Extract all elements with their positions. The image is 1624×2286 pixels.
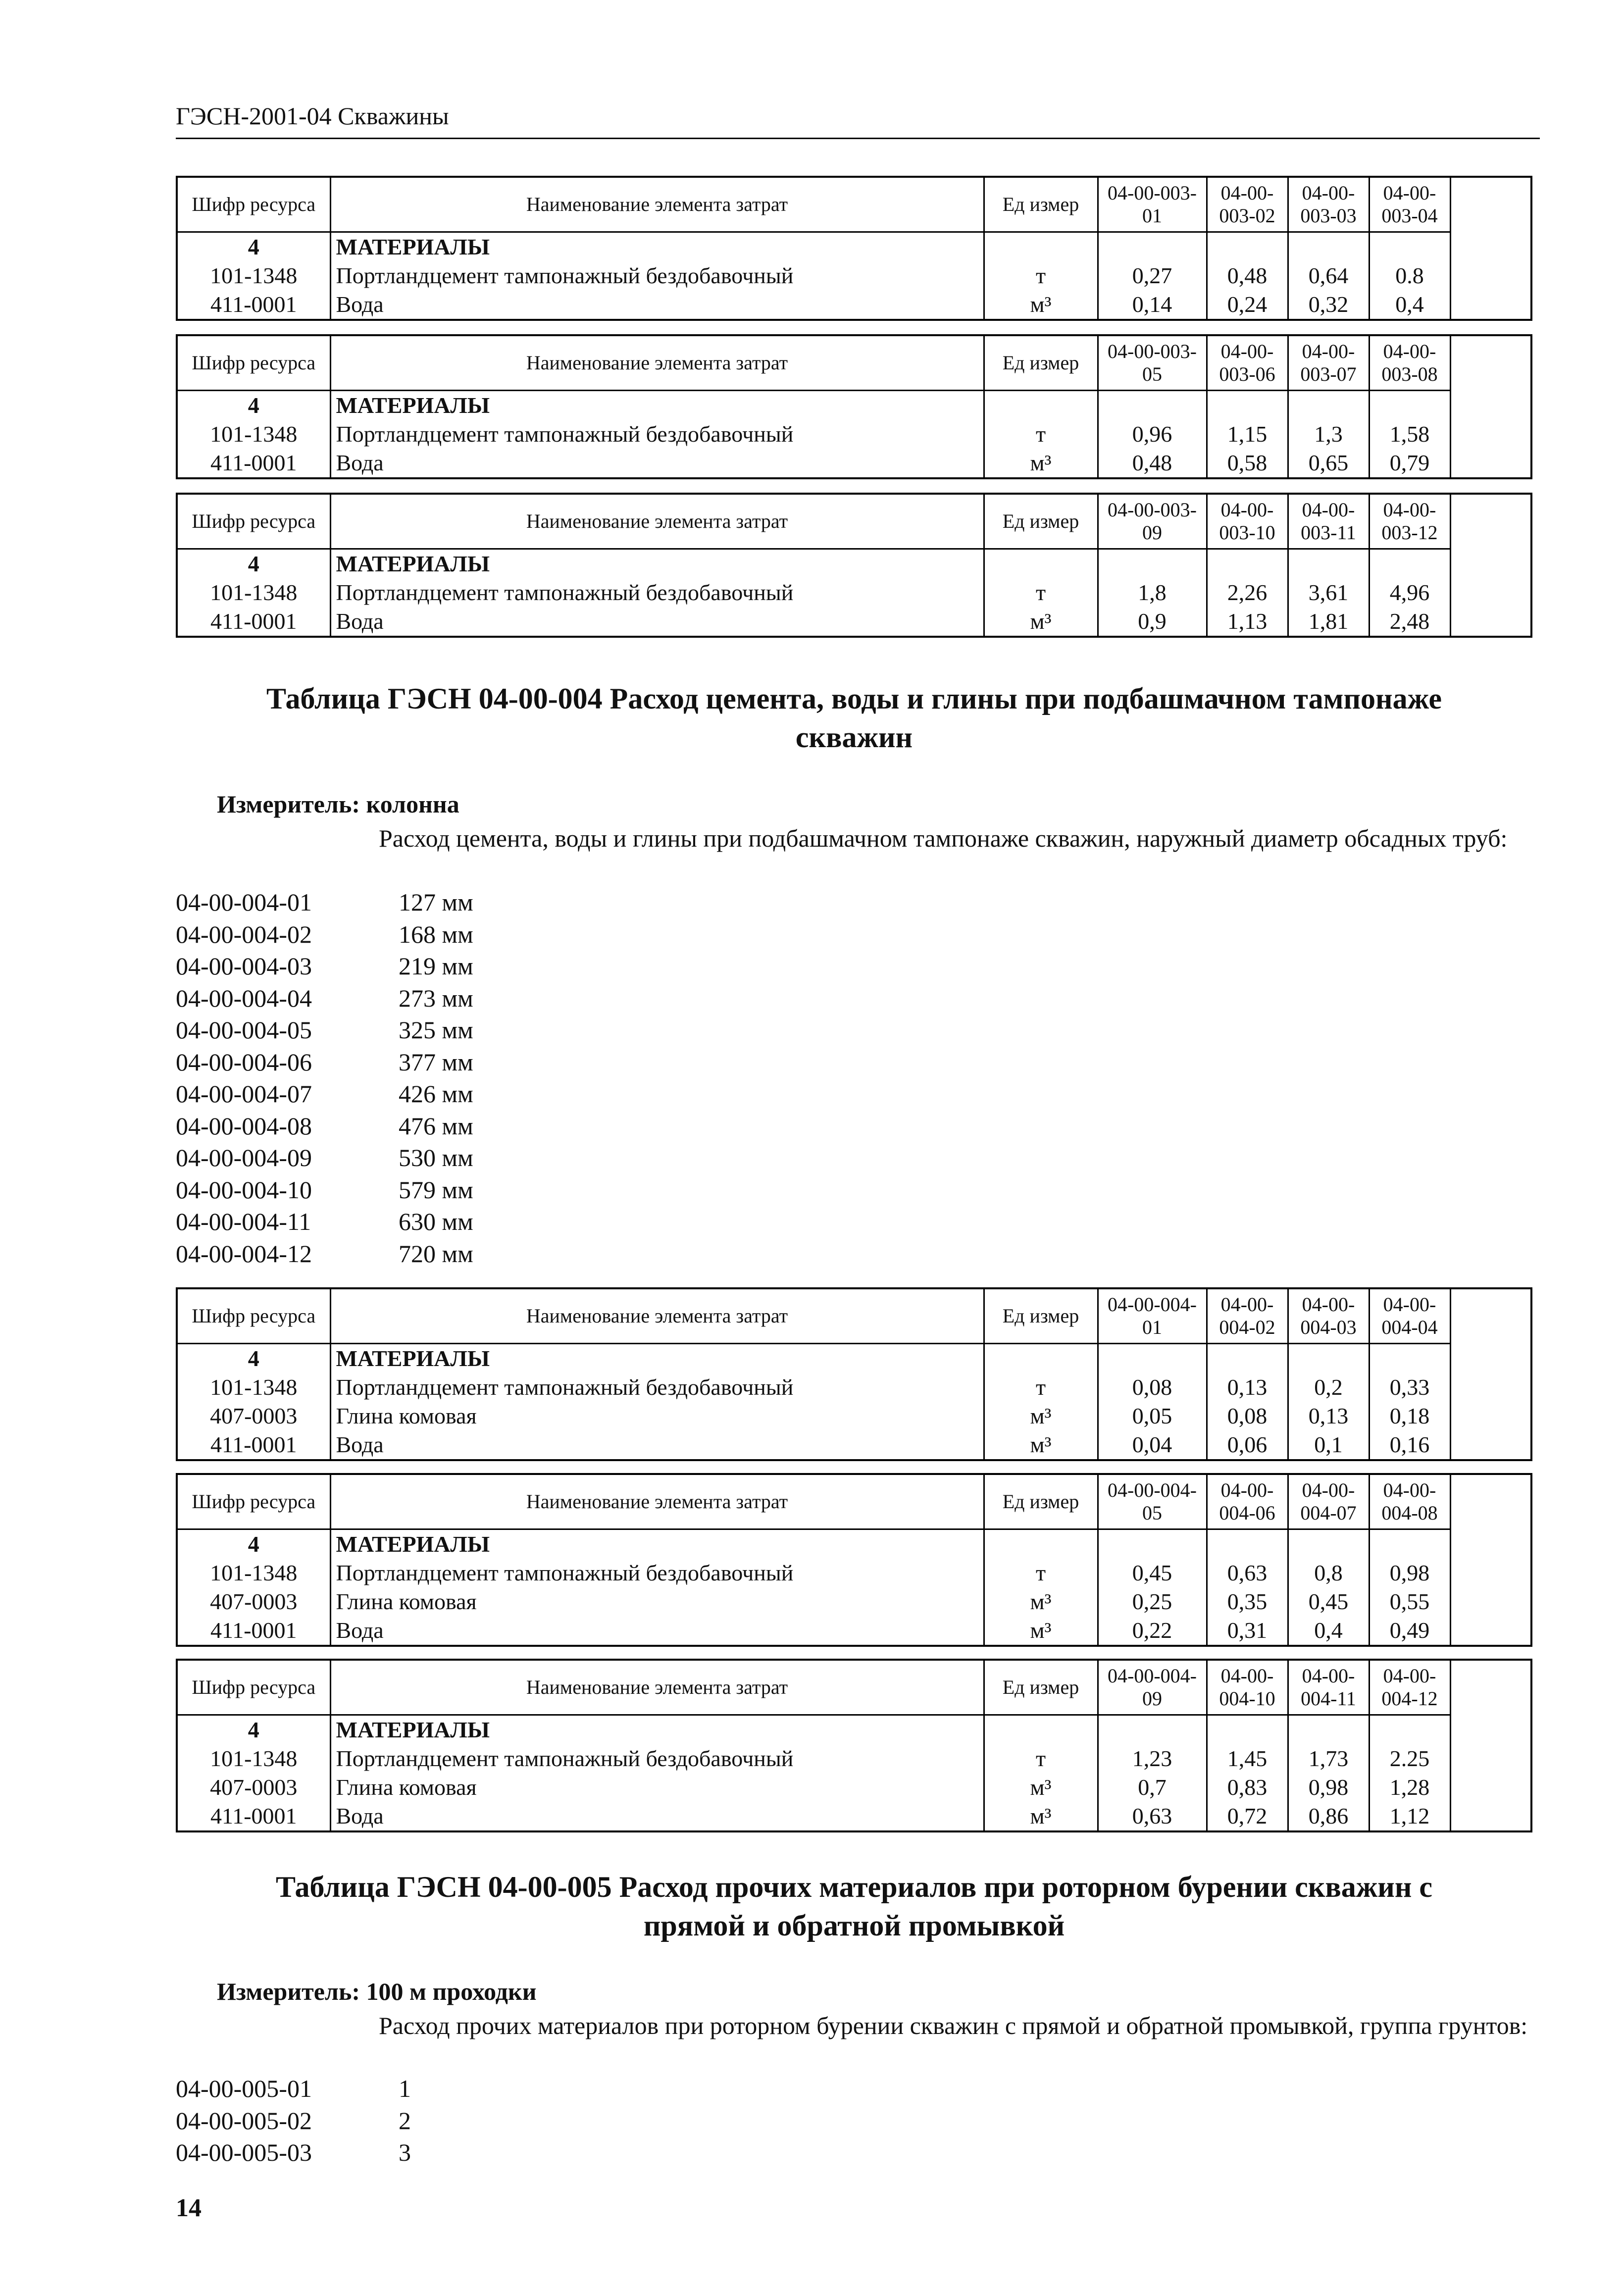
header-norm-code: 04-00-004-03 <box>1288 1288 1369 1344</box>
item-code: 04-00-005-01 <box>176 2075 312 2102</box>
section-title-004-line2: скважин <box>795 721 913 754</box>
group-code: 4 <box>177 549 330 579</box>
header-unit: Ед измер <box>984 1660 1098 1715</box>
norm-value: 0,04 <box>1098 1430 1207 1460</box>
resource-unit: м³ <box>984 1802 1098 1831</box>
empty-cell <box>1207 391 1288 420</box>
norm-value: 0,96 <box>1098 420 1207 449</box>
list-item <box>176 1238 473 1270</box>
group-row <box>177 1715 1531 1745</box>
resource-code: 411-0001 <box>177 1430 330 1460</box>
page-number: 14 <box>176 2194 202 2222</box>
header-norm-code: 04-00-004-11 <box>1288 1660 1369 1715</box>
header-norm-code: 04-00-003-10 <box>1207 494 1288 549</box>
table-row <box>177 1402 1531 1430</box>
item-code: 04-00-004-12 <box>176 1239 312 1268</box>
list-item <box>176 2105 411 2136</box>
group-row <box>177 391 1531 420</box>
header-norm-code: 04-00-004-12 <box>1369 1660 1450 1715</box>
norm-value: 2.25 <box>1369 1744 1450 1773</box>
header-norm-code: 04-00-003-08 <box>1369 335 1450 391</box>
norm-value: 0,55 <box>1369 1587 1450 1616</box>
header-norm-code: 04-00-004-01 <box>1098 1288 1207 1344</box>
resource-code: 407-0003 <box>177 1587 330 1616</box>
table-row <box>177 1373 1531 1402</box>
resource-name: Вода <box>330 290 984 320</box>
resource-unit: м³ <box>984 607 1098 637</box>
table-row <box>177 607 1531 637</box>
table-row <box>177 1802 1531 1831</box>
cost-table <box>176 1659 1532 1832</box>
header-norm-code: 04-00-003-01 <box>1098 177 1207 232</box>
empty-cell <box>984 1344 1098 1373</box>
measure-line-005 <box>217 1977 537 2006</box>
header-rule <box>176 138 1540 139</box>
norm-value: 0,05 <box>1098 1402 1207 1430</box>
resource-code: 101-1348 <box>177 1559 330 1587</box>
resource-name: Вода <box>330 1802 984 1831</box>
norm-value: 0,13 <box>1288 1402 1369 1430</box>
norm-value: 1,8 <box>1098 578 1207 607</box>
empty-cell <box>1098 1715 1207 1745</box>
item-code: 04-00-004-10 <box>176 1175 312 1204</box>
item-code: 04-00-004-07 <box>176 1080 312 1108</box>
header-code: Шифр ресурса <box>177 1474 330 1529</box>
norm-value: 0,08 <box>1098 1373 1207 1402</box>
norm-value: 0,31 <box>1207 1616 1288 1646</box>
table-header-row <box>177 335 1531 391</box>
table-row <box>177 1616 1531 1646</box>
item-code: 04-00-004-06 <box>176 1048 312 1076</box>
item-value: 168 мм <box>399 920 473 948</box>
header-norm-code: 04-00-003-04 <box>1369 177 1450 232</box>
empty-cell <box>1288 1715 1369 1745</box>
resource-unit: т <box>984 420 1098 449</box>
norm-value: 0,98 <box>1288 1773 1369 1802</box>
group-row <box>177 1529 1531 1559</box>
header-norm-code: 04-00-003-06 <box>1207 335 1288 391</box>
section-title-005-line1: Таблица ГЭСН 04-00-005 Расход прочих материалов при роторном бурении скважин с <box>275 1871 1433 1903</box>
norm-value: 0,58 <box>1207 449 1288 478</box>
resource-unit: м³ <box>984 1402 1098 1430</box>
resource-code: 411-0001 <box>177 1802 330 1831</box>
group-label: МАТЕРИАЛЫ <box>330 1529 984 1559</box>
table-row <box>177 578 1531 607</box>
cost-table <box>176 176 1532 321</box>
header-norm-code: 04-00-004-06 <box>1207 1474 1288 1529</box>
item-code: 04-00-004-09 <box>176 1144 312 1171</box>
norm-value: 0,4 <box>1369 290 1450 320</box>
table-header-row <box>177 1288 1531 1344</box>
group-label: МАТЕРИАЛЫ <box>330 549 984 579</box>
group-label: МАТЕРИАЛЫ <box>330 232 984 262</box>
empty-cell <box>1369 1344 1450 1373</box>
cost-table <box>176 1473 1532 1647</box>
resource-code: 411-0001 <box>177 1616 330 1646</box>
norm-value: 0.8 <box>1369 261 1450 290</box>
resource-code: 101-1348 <box>177 1744 330 1773</box>
item-code: 04-00-004-03 <box>176 952 312 980</box>
table-row <box>177 1430 1531 1460</box>
norm-value: 2,26 <box>1207 578 1288 607</box>
resource-unit: т <box>984 1373 1098 1402</box>
resource-unit: т <box>984 261 1098 290</box>
resource-name: Глина комовая <box>330 1402 984 1430</box>
norm-value: 0,32 <box>1288 290 1369 320</box>
empty-cell <box>1288 391 1369 420</box>
norm-value: 1,58 <box>1369 420 1450 449</box>
resource-code: 407-0003 <box>177 1402 330 1430</box>
resource-name: Портландцемент тампонажный бездобавочный <box>330 1373 984 1402</box>
empty-cell <box>1288 1529 1369 1559</box>
group-code: 4 <box>177 232 330 262</box>
list-item <box>176 950 473 982</box>
measure-line-004 <box>217 790 459 818</box>
header-norm-code: 04-00-003-02 <box>1207 177 1288 232</box>
resource-name: Вода <box>330 1616 984 1646</box>
norm-value: 0,22 <box>1098 1616 1207 1646</box>
item-code: 04-00-004-08 <box>176 1112 312 1140</box>
list-item <box>176 1206 473 1237</box>
norm-value: 4,96 <box>1369 578 1450 607</box>
norm-value: 0,06 <box>1207 1430 1288 1460</box>
table-header-row <box>177 177 1531 232</box>
description-005: Расход прочих материалов при роторном бурении скважин с прямой и обратной промывкой, группа грунтов: <box>379 2012 1528 2039</box>
norm-value: 1,45 <box>1207 1744 1288 1773</box>
group-row <box>177 232 1531 262</box>
norm-value: 0,25 <box>1098 1587 1207 1616</box>
empty-cell <box>1098 1529 1207 1559</box>
header-unit: Ед измер <box>984 335 1098 391</box>
group-row <box>177 1344 1531 1373</box>
header-name: Наименование элемента затрат <box>330 1474 984 1529</box>
header-norm-code: 04-00-003-09 <box>1098 494 1207 549</box>
measure-label: Измеритель: <box>217 790 360 818</box>
item-value: 720 мм <box>399 1239 473 1268</box>
norm-value: 0,65 <box>1288 449 1369 478</box>
table-row <box>177 290 1531 320</box>
section-title-005-line2: прямой и обратной промывкой <box>643 1909 1065 1942</box>
group-row <box>177 549 1531 579</box>
resource-name: Вода <box>330 449 984 478</box>
header-name: Наименование элемента затрат <box>330 494 984 549</box>
group-code: 4 <box>177 1529 330 1559</box>
empty-cell <box>1369 549 1450 579</box>
table-header-row <box>177 1660 1531 1715</box>
table-header-row <box>177 494 1531 549</box>
table-row <box>177 449 1531 478</box>
norm-value: 0,48 <box>1098 449 1207 478</box>
item-value: 219 мм <box>399 952 473 980</box>
table-row <box>177 1559 1531 1587</box>
item-value: 630 мм <box>399 1208 473 1235</box>
item-value: 426 мм <box>399 1080 473 1108</box>
norm-value: 0,18 <box>1369 1402 1450 1430</box>
empty-cell <box>1098 232 1207 262</box>
header-unit: Ед измер <box>984 1288 1098 1344</box>
list-item <box>176 1174 473 1206</box>
section-title-005 <box>176 1868 1532 1945</box>
norm-value: 2,48 <box>1369 607 1450 637</box>
group-label: МАТЕРИАЛЫ <box>330 1344 984 1373</box>
list-item <box>176 1110 473 1142</box>
empty-cell <box>1207 1529 1288 1559</box>
group-label: МАТЕРИАЛЫ <box>330 1715 984 1745</box>
header-norm-code: 04-00-003-12 <box>1369 494 1450 549</box>
list-item <box>176 2073 411 2104</box>
empty-cell <box>984 391 1098 420</box>
norm-value: 0,7 <box>1098 1773 1207 1802</box>
resource-unit: м³ <box>984 1430 1098 1460</box>
header-unit: Ед измер <box>984 1474 1098 1529</box>
section-title-004-line1: Таблица ГЭСН 04-00-004 Расход цемента, воды и глины при подбашмачном тампонаже <box>266 682 1442 715</box>
group-code: 4 <box>177 391 330 420</box>
norm-value: 0,2 <box>1288 1373 1369 1402</box>
empty-cell <box>1369 232 1450 262</box>
list-item <box>176 2136 411 2168</box>
norm-value: 0,24 <box>1207 290 1288 320</box>
norm-value: 0,79 <box>1369 449 1450 478</box>
norm-value: 0,45 <box>1288 1587 1369 1616</box>
list-item <box>176 1046 473 1078</box>
header-norm-code: 04-00-004-08 <box>1369 1474 1450 1529</box>
list-item <box>176 982 473 1014</box>
resource-name: Портландцемент тампонажный бездобавочный <box>330 261 984 290</box>
header-norm-code: 04-00-004-05 <box>1098 1474 1207 1529</box>
resource-code: 101-1348 <box>177 1373 330 1402</box>
resource-unit: м³ <box>984 449 1098 478</box>
resource-unit: м³ <box>984 1773 1098 1802</box>
empty-cell <box>1369 1529 1450 1559</box>
empty-cell <box>1369 391 1450 420</box>
norm-value: 0,98 <box>1369 1559 1450 1587</box>
item-value: 3 <box>399 2138 411 2166</box>
header-name: Наименование элемента затрат <box>330 335 984 391</box>
item-code: 04-00-004-11 <box>176 1208 311 1235</box>
empty-cell <box>984 1715 1098 1745</box>
norm-value: 0,64 <box>1288 261 1369 290</box>
resource-unit: т <box>984 1559 1098 1587</box>
description-004: Расход цемента, воды и глины при подбашмачном тампонаже скважин, наружный диаметр обсадных труб: <box>379 824 1508 852</box>
empty-cell <box>1098 391 1207 420</box>
empty-cell <box>1288 549 1369 579</box>
group-code: 4 <box>177 1344 330 1373</box>
table-row <box>177 1587 1531 1616</box>
resource-name: Портландцемент тампонажный бездобавочный <box>330 1559 984 1587</box>
norm-value: 1,12 <box>1369 1802 1450 1831</box>
table-row <box>177 261 1531 290</box>
empty-cell <box>984 1529 1098 1559</box>
resource-name: Вода <box>330 607 984 637</box>
norm-value: 0,9 <box>1098 607 1207 637</box>
empty-cell <box>984 232 1098 262</box>
header-name: Наименование элемента затрат <box>330 1660 984 1715</box>
item-code: 04-00-004-04 <box>176 984 312 1012</box>
resource-name: Портландцемент тампонажный бездобавочный <box>330 1744 984 1773</box>
resource-code: 101-1348 <box>177 261 330 290</box>
item-value: 273 мм <box>399 984 473 1012</box>
header-norm-code: 04-00-003-05 <box>1098 335 1207 391</box>
norm-value: 0,08 <box>1207 1402 1288 1430</box>
norm-value: 0,8 <box>1288 1559 1369 1587</box>
resource-name: Вода <box>330 1430 984 1460</box>
item-value: 579 мм <box>399 1175 473 1204</box>
header-norm-code: 04-00-004-07 <box>1288 1474 1369 1529</box>
norm-value: 3,61 <box>1288 578 1369 607</box>
item-value: 127 мм <box>399 888 473 916</box>
measure-value: колонна <box>366 790 459 818</box>
header-norm-code: 04-00-004-10 <box>1207 1660 1288 1715</box>
header-norm-code: 04-00-003-03 <box>1288 177 1369 232</box>
norm-value: 0,49 <box>1369 1616 1450 1646</box>
empty-cell <box>1288 232 1369 262</box>
list-item <box>176 918 473 950</box>
empty-cell <box>1098 549 1207 579</box>
group-code: 4 <box>177 1715 330 1745</box>
table-row <box>177 1773 1531 1802</box>
empty-cell <box>1207 1715 1288 1745</box>
table-header-row <box>177 1474 1531 1529</box>
measure-value: 100 м проходки <box>366 1978 537 2005</box>
header-code: Шифр ресурса <box>177 177 330 232</box>
item-value: 476 мм <box>399 1112 473 1140</box>
cost-table <box>176 1287 1532 1461</box>
list-item <box>176 1142 473 1173</box>
item-value: 377 мм <box>399 1048 473 1076</box>
resource-name: Глина комовая <box>330 1587 984 1616</box>
resource-unit: т <box>984 1744 1098 1773</box>
list-item <box>176 1014 473 1046</box>
resource-code: 101-1348 <box>177 578 330 607</box>
norm-value: 0,35 <box>1207 1587 1288 1616</box>
cost-table <box>176 334 1532 479</box>
norm-value: 1,23 <box>1098 1744 1207 1773</box>
resource-code: 101-1348 <box>177 420 330 449</box>
item-value: 2 <box>399 2106 411 2134</box>
group-label: МАТЕРИАЛЫ <box>330 391 984 420</box>
empty-cell <box>1207 1344 1288 1373</box>
item-code: 04-00-004-02 <box>176 920 312 948</box>
resource-unit: м³ <box>984 1587 1098 1616</box>
empty-cell <box>984 549 1098 579</box>
norm-value: 0,33 <box>1369 1373 1450 1402</box>
item-code: 04-00-005-02 <box>176 2106 312 2134</box>
norm-value: 0,16 <box>1369 1430 1450 1460</box>
norm-value: 0,14 <box>1098 290 1207 320</box>
header-code: Шифр ресурса <box>177 1660 330 1715</box>
norm-value: 0,45 <box>1098 1559 1207 1587</box>
norm-value: 0,86 <box>1288 1802 1369 1831</box>
norm-value: 0,48 <box>1207 261 1288 290</box>
item-code: 04-00-005-03 <box>176 2138 312 2166</box>
norm-value: 1,73 <box>1288 1744 1369 1773</box>
header-code: Шифр ресурса <box>177 335 330 391</box>
running-header: ГЭСН-2001-04 Скважины <box>176 102 449 130</box>
empty-cell <box>1369 1715 1450 1745</box>
list-item <box>176 886 473 918</box>
header-unit: Ед измер <box>984 177 1098 232</box>
header-norm-code: 04-00-004-02 <box>1207 1288 1288 1344</box>
header-norm-code: 04-00-004-04 <box>1369 1288 1450 1344</box>
header-norm-code: 04-00-004-09 <box>1098 1660 1207 1715</box>
resource-code: 411-0001 <box>177 290 330 320</box>
resource-unit: т <box>984 578 1098 607</box>
header-code: Шифр ресурса <box>177 494 330 549</box>
table-row <box>177 420 1531 449</box>
empty-cell <box>1207 549 1288 579</box>
resource-name: Портландцемент тампонажный бездобавочный <box>330 420 984 449</box>
header-norm-code: 04-00-003-07 <box>1288 335 1369 391</box>
resource-code: 407-0003 <box>177 1773 330 1802</box>
resource-code: 411-0001 <box>177 607 330 637</box>
item-value: 530 мм <box>399 1144 473 1171</box>
norm-value: 1,28 <box>1369 1773 1450 1802</box>
header-unit: Ед измер <box>984 494 1098 549</box>
empty-cell <box>1098 1344 1207 1373</box>
header-code: Шифр ресурса <box>177 1288 330 1344</box>
cost-table <box>176 493 1532 638</box>
empty-cell <box>1288 1344 1369 1373</box>
header-norm-code: 04-00-003-11 <box>1288 494 1369 549</box>
norm-value: 0,27 <box>1098 261 1207 290</box>
empty-cell <box>1207 232 1288 262</box>
list-item <box>176 1078 473 1110</box>
measure-label: Измеритель: <box>217 1978 360 2005</box>
resource-unit: м³ <box>984 1616 1098 1646</box>
item-value: 1 <box>399 2075 411 2102</box>
norm-value: 0,63 <box>1207 1559 1288 1587</box>
norm-value: 0,72 <box>1207 1802 1288 1831</box>
norm-value: 1,81 <box>1288 607 1369 637</box>
header-name: Наименование элемента затрат <box>330 1288 984 1344</box>
item-value: 325 мм <box>399 1016 473 1044</box>
resource-name: Глина комовая <box>330 1773 984 1802</box>
section-title-004 <box>176 679 1532 757</box>
norm-value: 0,83 <box>1207 1773 1288 1802</box>
norm-value: 0,13 <box>1207 1373 1288 1402</box>
table-row <box>177 1744 1531 1773</box>
norm-value: 1,15 <box>1207 420 1288 449</box>
norm-value: 0,63 <box>1098 1802 1207 1831</box>
item-code: 04-00-004-05 <box>176 1016 312 1044</box>
resource-name: Портландцемент тампонажный бездобавочный <box>330 578 984 607</box>
norm-value: 1,3 <box>1288 420 1369 449</box>
item-code: 04-00-004-01 <box>176 888 312 916</box>
header-name: Наименование элемента затрат <box>330 177 984 232</box>
resource-unit: м³ <box>984 290 1098 320</box>
norm-value: 0,1 <box>1288 1430 1369 1460</box>
resource-code: 411-0001 <box>177 449 330 478</box>
norm-value: 0,4 <box>1288 1616 1369 1646</box>
norm-value: 1,13 <box>1207 607 1288 637</box>
